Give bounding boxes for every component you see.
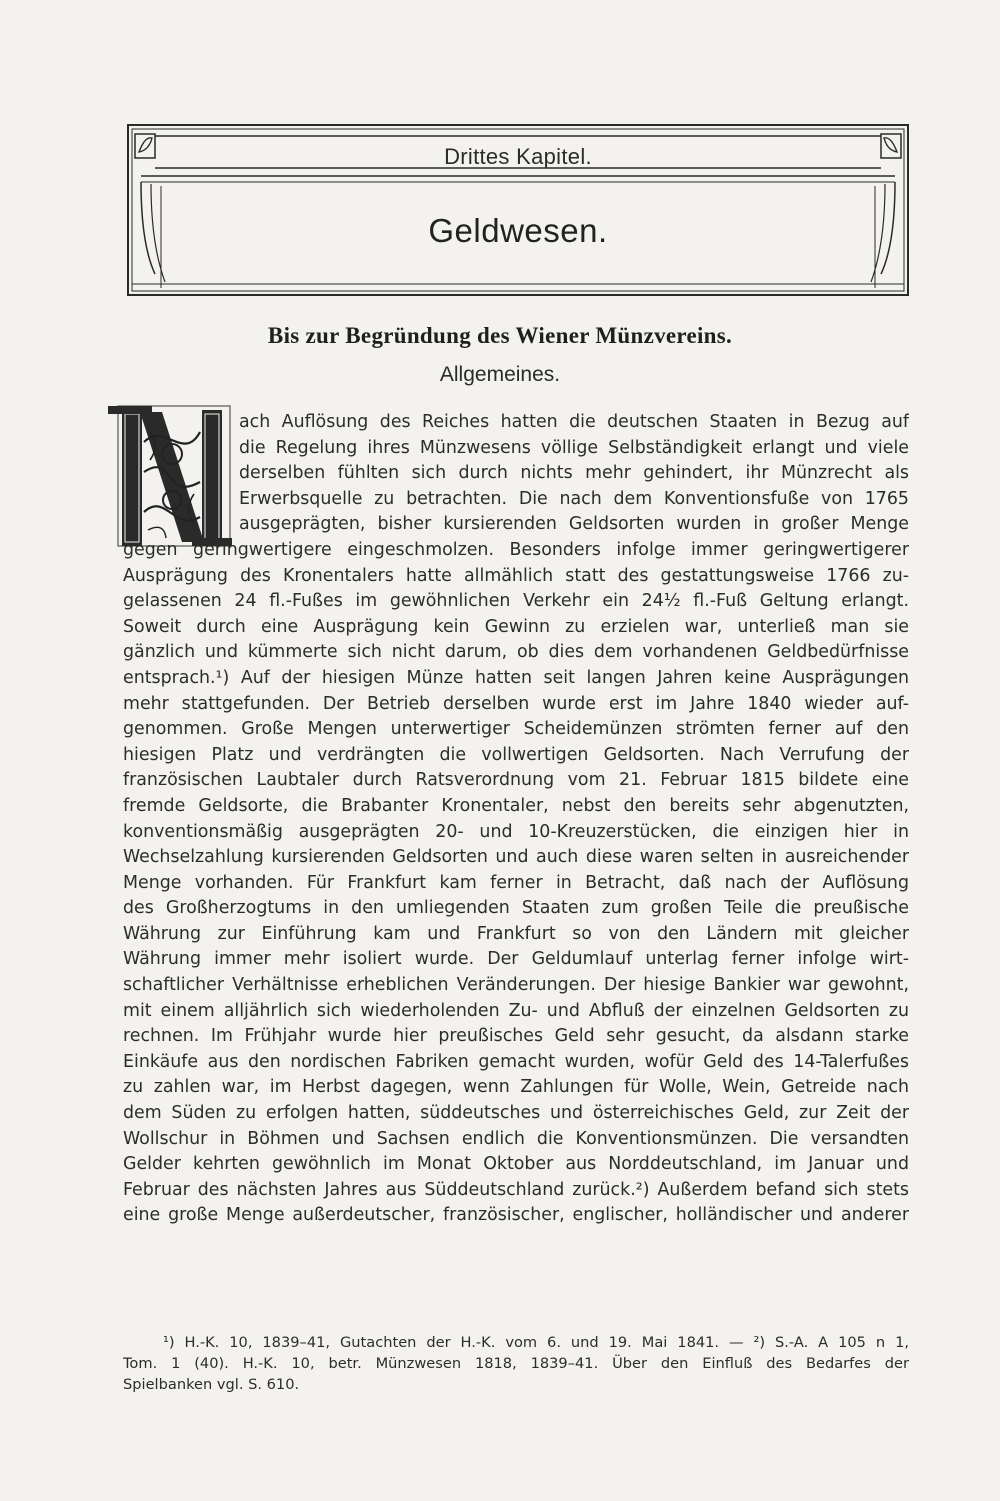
- text-line: Gelder kehrten gewöhnlich im Monat Oktober aus Norddeutschland, im Januar und: [123, 1154, 909, 1175]
- text-line: Währung immer mehr isoliert wurde. Der Geldumlauf unterlag ferner infolge wirt-: [123, 949, 909, 970]
- footnote-line: Tom. 1 (40). H.-K. 10, betr. Münzwesen 1818, 1839–41. Über den Einfluß des Bedarfes der: [123, 1355, 909, 1372]
- footnote-line: ¹) H.-K. 10, 1839–41, Gutachten der H.-K. vom 6. und 19. Mai 1841. — ²) S.-A. A 105 n 1,: [163, 1334, 909, 1351]
- text-line: gänzlich und kümmerte sich nicht darum, ob dies dem vorhandenen Geldbedürfnisse: [123, 642, 909, 663]
- text-line: französischen Laubtaler durch Ratsverordnung vom 21. Februar 1815 bildete eine: [123, 770, 909, 791]
- text-line: Februar des nächsten Jahres aus Süddeutschland zurück.²) Außerdem befand sich stets: [123, 1179, 909, 1200]
- text-line: Menge vorhanden. Für Frankfurt kam ferner in Betracht, daß nach der Auflösung: [123, 872, 909, 893]
- text-line: Erwerbsquelle zu betrachten. Die nach dem Konventionsfuße von 1765: [239, 488, 909, 509]
- text-line: schaftlicher Verhältnisse erheblichen Veränderungen. Der hiesige Bankier war gewohnt,: [123, 975, 909, 996]
- text-line: Wollschur in Böhmen und Sachsen endlich die Konventionsmünzen. Die versandten: [123, 1128, 909, 1149]
- text-line: Ausprägung des Kronentalers hatte allmählich statt des gestattungsweise 1766 zu-: [123, 565, 909, 586]
- text-line: die Regelung ihres Münzwesens völlige Selbständigkeit erlangt und viele: [239, 437, 909, 458]
- text-line: dem Süden zu erfolgen hatten, süddeutsches und österreichisches Geld, zur Zeit der: [123, 1103, 909, 1124]
- chapter-title: Geldwesen.: [428, 212, 608, 249]
- text-line: Währung zur Einführung kam und Frankfurt so von den Ländern mit gleicher: [123, 923, 909, 944]
- body-text: [123, 410, 909, 1229]
- chapter-label: Drittes Kapitel.: [444, 144, 592, 169]
- text-line: mehr stattgefunden. Der Betrieb derselben wurde erst im Jahre 1840 wieder auf-: [123, 693, 909, 714]
- text-line: Wechselzahlung kursierenden Geldsorten und auch diese waren selten in ausreichender: [123, 847, 909, 868]
- text-line: Soweit durch eine Ausprägung kein Gewinn zu erzielen war, unterließ man sie: [123, 616, 909, 637]
- text-line: eine große Menge außerdeutscher, französischer, englischer, holländischer und anderer: [123, 1205, 909, 1226]
- text-line: entsprach.¹) Auf der hiesigen Münze hatten seit langen Jahren keine Ausprägungen: [123, 667, 909, 688]
- text-line: des Großherzogtums in den umliegenden Staaten zum großen Teile die preußische: [123, 898, 909, 919]
- text-line: hiesigen Platz und verdrängten die vollwertigen Geldsorten. Nach Verrufung der: [123, 744, 909, 765]
- text-line: fremde Geldsorte, die Brabanter Kronentaler, nebst den bereits sehr abgenutzten,: [123, 795, 909, 816]
- text-line: konventionsmäßig ausgeprägten 20- und 10-Kreuzerstücken, die einzigen hier in: [123, 821, 909, 842]
- footnote-line: Spielbanken vgl. S. 610.: [123, 1376, 300, 1393]
- chapter-frame: [127, 124, 909, 296]
- footnotes: [123, 1332, 909, 1395]
- text-line: rechnen. Im Frühjahr wurde hier preußisches Geld sehr gesucht, da alsdann starke: [123, 1026, 909, 1047]
- text-line: genommen. Große Mengen unterwertiger Scheidemünzen strömten ferner auf den: [123, 719, 909, 740]
- text-line: gegen geringwertigere eingeschmolzen. Besonders infolge immer geringwertigerer: [123, 539, 909, 560]
- text-line: zu zahlen war, im Herbst dagegen, wenn Zahlungen für Wolle, Wein, Getreide nach: [123, 1077, 909, 1098]
- section-subheading: Allgemeines.: [439, 363, 561, 386]
- text-line: gelassenen 24 fl.-Fußes im gewöhnlichen Verkehr ein 24½ fl.-Fuß Geltung erlangt.: [123, 591, 909, 612]
- text-line: derselben fühlten sich durch nichts mehr gehindert, ihr Münzrecht als: [239, 463, 909, 484]
- text-line: ach Auflösung des Reiches hatten die deutschen Staaten in Bezug auf: [239, 412, 909, 432]
- section-heading: Bis zur Begründung des Wiener Münzvereins.: [267, 323, 733, 348]
- text-line: ausgeprägten, bisher kursierenden Geldsorten wurden in großer Menge: [239, 514, 909, 535]
- text-line: Einkäufe aus den nordischen Fabriken gemacht wurden, wofür Geld des 14-Talerfußes: [123, 1051, 909, 1072]
- text-line: mit einem alljährlich sich wiederholenden Zu- und Abfluß der einzelnen Geldsorten zu: [123, 1000, 909, 1021]
